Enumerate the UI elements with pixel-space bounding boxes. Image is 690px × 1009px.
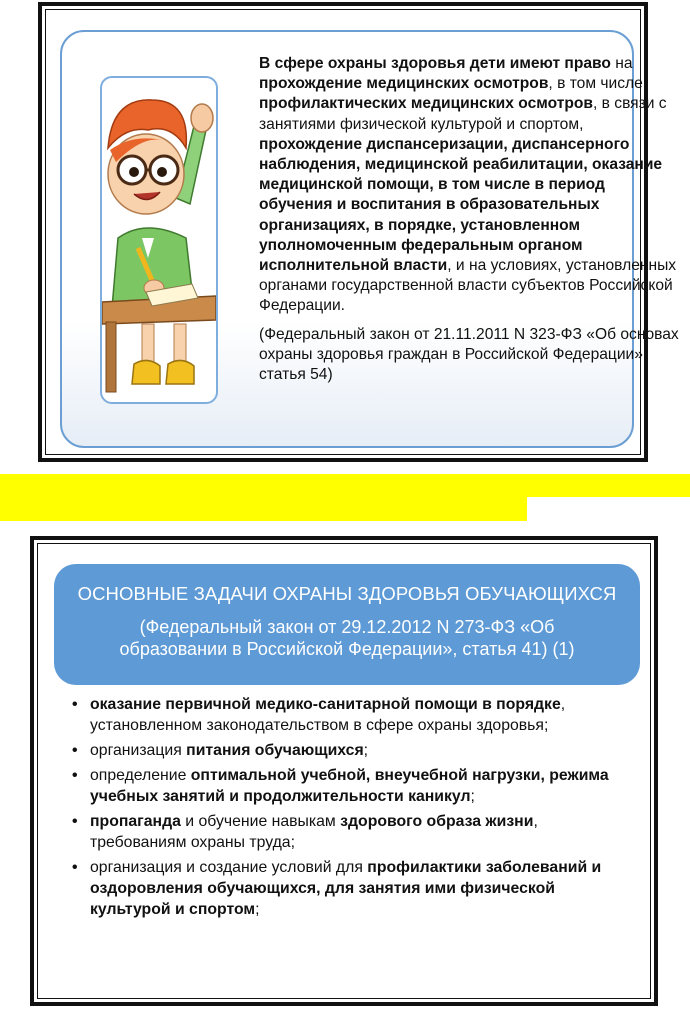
bold-text-run: профилактических медицинских осмотров (259, 95, 593, 113)
bold-text-run: прохождение медицинских осмотров (259, 75, 549, 93)
schoolboy-illustration-frame (100, 76, 218, 404)
yellow-highlight-bar (0, 497, 527, 521)
text-run: и обучение навыкам (180, 813, 341, 830)
list-item (72, 857, 632, 920)
text-run: , требованиям охраны труда; (90, 813, 538, 851)
list-item (72, 811, 632, 853)
law-reference: (Федеральный закон от 21.11.2011 N 323-ФЗ «Об основах охраны здоровья граждан в Российской Федерации», статья 54) (259, 325, 679, 384)
bold-text-run: питания обучающихся (186, 742, 364, 759)
list-item (72, 694, 632, 736)
text-run: организация и создание условий для (90, 859, 368, 876)
list-item (72, 765, 632, 807)
rights-paragraph (259, 54, 679, 317)
slide-health-tasks (30, 536, 658, 1006)
bold-text-run: оптимальной учебной, внеучебной нагрузки, режима учебных занятий и продолжительности каникул (90, 767, 609, 805)
bold-text-run: здорового образа жизни (340, 813, 534, 830)
banner-subtitle: (Федеральный закон от 29.12.2012 N 273-ФЗ «Об образовании в Российской Федерации», статья 41) (1) (119, 617, 575, 659)
tasks-list (72, 694, 632, 924)
text-run: , в том числе (548, 75, 643, 93)
bold-text-run: прохождение диспансеризации, диспансерного наблюдения, медицинской реабилитации, оказание медицинской помощи, в том числе в период обучения и воспитания в образовательных организациях, в порядке, установленном уполномоченным федеральным органом исполнительной власти (259, 135, 663, 275)
banner-title: ОСНОВНЫЕ ЗАДАЧИ ОХРАНЫ ЗДОРОВЬЯ ОБУЧАЮЩИХСЯ (77, 583, 617, 604)
slide-child-health-rights (38, 2, 679, 462)
text-run: ; (470, 788, 475, 805)
text-run: ; (255, 901, 260, 918)
tasks-banner (54, 564, 640, 685)
text-run: , установленном законодательством в сфере охраны здоровья; (90, 696, 566, 734)
bold-text-run: оказание первичной медико-санитарной помощи в порядке (90, 696, 561, 713)
text-run: , в связи с занятиями физической культурой и спортом, (259, 95, 667, 133)
bold-text-run: пропаганда (90, 813, 181, 830)
bold-text-run: профилактики заболеваний и оздоровления обучающихся, для занятия ими физической культурой и спортом (90, 859, 602, 918)
text-run: , и на условиях, установленных органами государственной власти субъектов Российской Федерации. (259, 257, 677, 315)
text-run: ; (363, 742, 369, 759)
bold-text-run: В сфере охраны здоровья дети имеют право (259, 55, 611, 72)
list-item (72, 740, 632, 761)
text-run: на (610, 55, 633, 72)
text-run: организация (90, 742, 187, 759)
schoolboy-illustration (102, 78, 216, 402)
text-run: определение (90, 767, 191, 784)
yellow-highlight-bar (0, 474, 690, 497)
rights-text (259, 54, 679, 385)
